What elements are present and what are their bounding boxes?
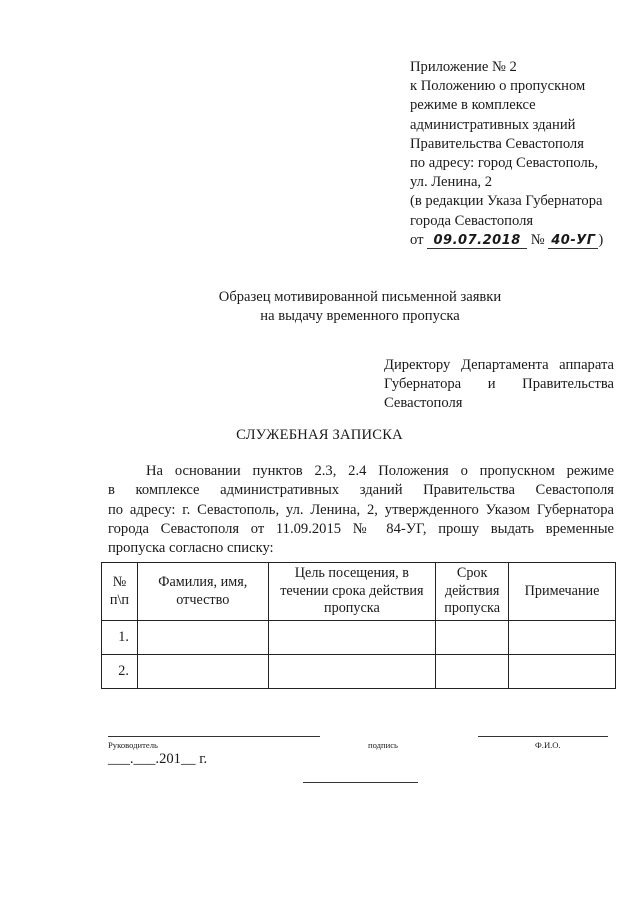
addressee-line: Севастополя — [384, 395, 463, 411]
closing-paren: ) — [598, 231, 604, 248]
head-label: Руководитель — [108, 740, 158, 750]
body-line: На основании пунктов 2.3, 2.4 Положения о пропускном режиме — [146, 463, 614, 479]
header-num — [102, 563, 138, 621]
header-purpose-line: Цель посещения, в — [294, 565, 409, 582]
header-note: Примечание — [509, 563, 616, 621]
body-line: в комплексе административных зданий Правительства Севастополя — [108, 482, 614, 499]
cell-num: 2. — [102, 655, 138, 689]
head-signature-line — [108, 736, 320, 737]
appendix-line: режиме в комплексе — [410, 97, 536, 114]
header-term-line: Срок — [456, 565, 488, 582]
header-term — [436, 563, 509, 621]
pass-request-table — [101, 562, 616, 689]
appendix-line: административных зданий — [410, 116, 576, 133]
body-line: города Севастополя от 11.09.2015 № 84-УГ, прошу выдать временные — [108, 520, 614, 537]
header-num-line: № — [112, 574, 127, 590]
signature-date: ___.___.201__ г. — [108, 751, 208, 767]
sample-title-line2: на выдачу временного пропуска — [260, 308, 460, 324]
bottom-line — [303, 782, 418, 783]
appendix-line: к Положению о пропускном — [410, 78, 586, 95]
cell-name[interactable] — [137, 621, 268, 655]
table-header-row — [102, 563, 616, 621]
cell-note[interactable] — [509, 655, 616, 689]
body-line: пропуска согласно списку: — [108, 540, 274, 557]
cell-num: 1. — [102, 621, 138, 655]
header-name-line: отчество — [176, 591, 230, 608]
memo-title: СЛУЖЕБНАЯ ЗАПИСКА — [236, 427, 403, 443]
appendix-block — [410, 58, 632, 250]
cell-note[interactable] — [509, 621, 616, 655]
number-prefix: № — [530, 231, 545, 248]
header-term-line: пропуска — [444, 600, 501, 617]
table-row — [102, 621, 616, 655]
handwritten-number: 40-УГ — [548, 233, 598, 249]
appendix-date-line — [410, 231, 632, 250]
appendix-line: Правительства Севастополя — [410, 135, 584, 152]
header-purpose-line: пропуска — [324, 600, 380, 617]
cell-purpose[interactable] — [268, 621, 436, 655]
header-purpose — [268, 563, 436, 621]
addressee-line: Губернатора и Правительства — [384, 376, 614, 392]
handwritten-date: 09.07.2018 — [427, 233, 527, 249]
appendix-line: города Севастополя — [410, 212, 534, 229]
fio-line — [478, 736, 608, 737]
memo-body — [108, 462, 614, 558]
sample-title — [180, 288, 540, 326]
header-name-line: Фамилия, имя, — [158, 574, 248, 590]
header-num-line: п\п — [109, 591, 130, 608]
addressee-line: Директору Департамента аппарата — [384, 357, 614, 373]
signature-label: подпись — [368, 740, 398, 750]
appendix-line: (в редакции Указа Губернатора — [410, 193, 603, 210]
table-row — [102, 655, 616, 689]
sample-title-line1: Образец мотивированной письменной заявки — [218, 289, 502, 305]
addressee-block — [384, 356, 614, 413]
cell-term[interactable] — [436, 655, 509, 689]
appendix-line: Приложение № 2 — [410, 59, 517, 75]
header-purpose-line: течении срока действия — [280, 582, 424, 599]
cell-name[interactable] — [137, 655, 268, 689]
cell-term[interactable] — [436, 621, 509, 655]
date-prefix: от — [410, 231, 424, 248]
body-line: по адресу: г. Севастополь, ул. Ленина, 2, утвержденного Указом Губернатора — [108, 501, 614, 518]
appendix-line: ул. Ленина, 2 — [410, 174, 493, 191]
appendix-line: по адресу: город Севастополь, — [410, 155, 599, 172]
cell-purpose[interactable] — [268, 655, 436, 689]
header-name — [137, 563, 268, 621]
fio-label: Ф.И.О. — [535, 740, 561, 750]
header-term-line: действия — [444, 582, 500, 599]
